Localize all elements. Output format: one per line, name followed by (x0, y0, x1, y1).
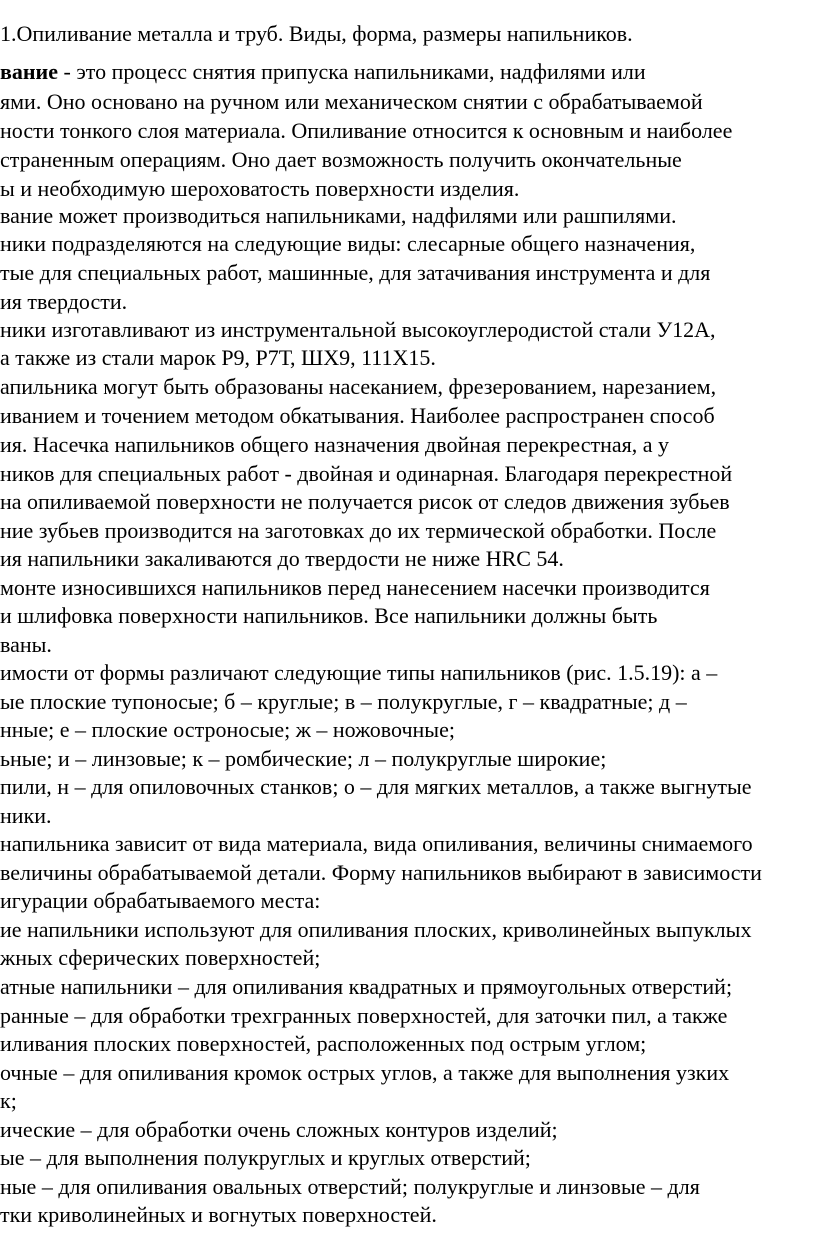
text-line: жных сферических поверхностей; (0, 945, 321, 970)
text-line: тки криволинейных и вогнутых поверхностей. (0, 1202, 437, 1227)
text-line: ие напильники используют для опиливания плоских, криволинейных выпуклых (0, 917, 752, 942)
text-line: ьные; и – линзовые; к – ромбические; л – полукруглые широкие; (0, 746, 607, 771)
text-line: пили, н – для опиловочных станков; о – для мягких металлов, а также выгнутые (0, 774, 752, 799)
text-line: ваны. (0, 632, 52, 657)
bold-term: вание (0, 59, 58, 84)
text-line: апильника могут быть образованы насеканием, фрезерованием, нарезанием, (0, 374, 717, 399)
text-line: ные – для опиливания овальных отверстий; полукруглые и линзовые – для (0, 1174, 700, 1199)
text-line: и шлифовка поверхности напильников. Все напильники должны быть (0, 603, 658, 628)
text-line: ников для специальных работ - двойная и одинарная. Благодаря перекрестной (0, 461, 733, 486)
text-line: ники. (0, 803, 52, 828)
text-line: монте износившихся напильников перед нанесением насечки производится (0, 575, 710, 600)
text-line: ические – для обработки очень сложных контуров изделий; (0, 1117, 558, 1142)
text-line: ые плоские тупоносые; б – круглые; в – полукруглые, г – квадратные; д – (0, 689, 687, 714)
text-line: атные напильники – для опиливания квадратных и прямоугольных отверстий; (0, 974, 733, 999)
text-line (0, 58, 646, 86)
text-line: напильника зависит от вида материала, вида опиливания, величины снимаемого (0, 831, 753, 856)
text-line: игурации обрабатываемого места: (0, 888, 321, 913)
text-line: страненным операциям. Оно дает возможность получить окончательные (0, 147, 682, 172)
text-line: ы и необходимую шероховатость поверхности изделия. (0, 176, 520, 201)
text-line: а также из стали марок Р9, Р7Т, ШХ9, 111Х15. (0, 345, 436, 370)
text-line: к; (0, 1088, 17, 1113)
text-line: иванием и точением методом обкатывания. Наиболее распространен способ (0, 403, 715, 428)
text-line: ия твердости. (0, 289, 128, 314)
text-line: ние зубьев производится на заготовках до их термической обработки. После (0, 518, 717, 543)
text-line: тые для специальных работ, машинные, для затачивания инструмента и для (0, 260, 711, 285)
text-line: вание может производиться напильниками, надфилями или рашпилями. (0, 203, 677, 228)
text-line: величины обрабатываемой детали. Форму напильников выбирают в зависимости (0, 860, 762, 885)
text-line: иливания плоских поверхностей, расположенных под острым углом; (0, 1031, 647, 1056)
text-line: ности тонкого слоя материала. Опиливание относится к основным и наиболее (0, 118, 733, 143)
text-line: ники подразделяются на следующие виды: слесарные общего назначения, (0, 231, 696, 256)
text-line: ранные – для обработки трехгранных поверхностей, для заточки пил, а также (0, 1003, 728, 1028)
heading-line: 1.Опиливание металла и труб. Виды, форма, размеры напильников. (0, 21, 633, 46)
text-line: нные; е – плоские остроносые; ж – ножовочные; (0, 717, 455, 742)
text-line: очные – для опиливания кромок острых углов, а также для выполнения узких (0, 1060, 730, 1085)
text-line: ия напильники закаливаются до твердости не ниже HRC 54. (0, 546, 564, 571)
text-line: ями. Оно основано на ручном или механическом снятии с обрабатываемой (0, 89, 703, 114)
text-line: ники изготавливают из инструментальной высокоуглеродистой стали У12А, (0, 317, 716, 342)
text-line-rest: - это процесс снятия припуска напильниками, надфилями или (58, 59, 646, 84)
text-line: на опиливаемой поверхности не получается рисок от следов движения зубьев (0, 489, 730, 514)
text-line: ия. Насечка напильников общего назначения двойная перекрестная, а у (0, 432, 670, 457)
text-line: имости от формы различают следующие типы напильников (рис. 1.5.19): а – (0, 660, 718, 685)
text-line: ые – для выполнения полукруглых и круглых отверстий; (0, 1145, 531, 1170)
